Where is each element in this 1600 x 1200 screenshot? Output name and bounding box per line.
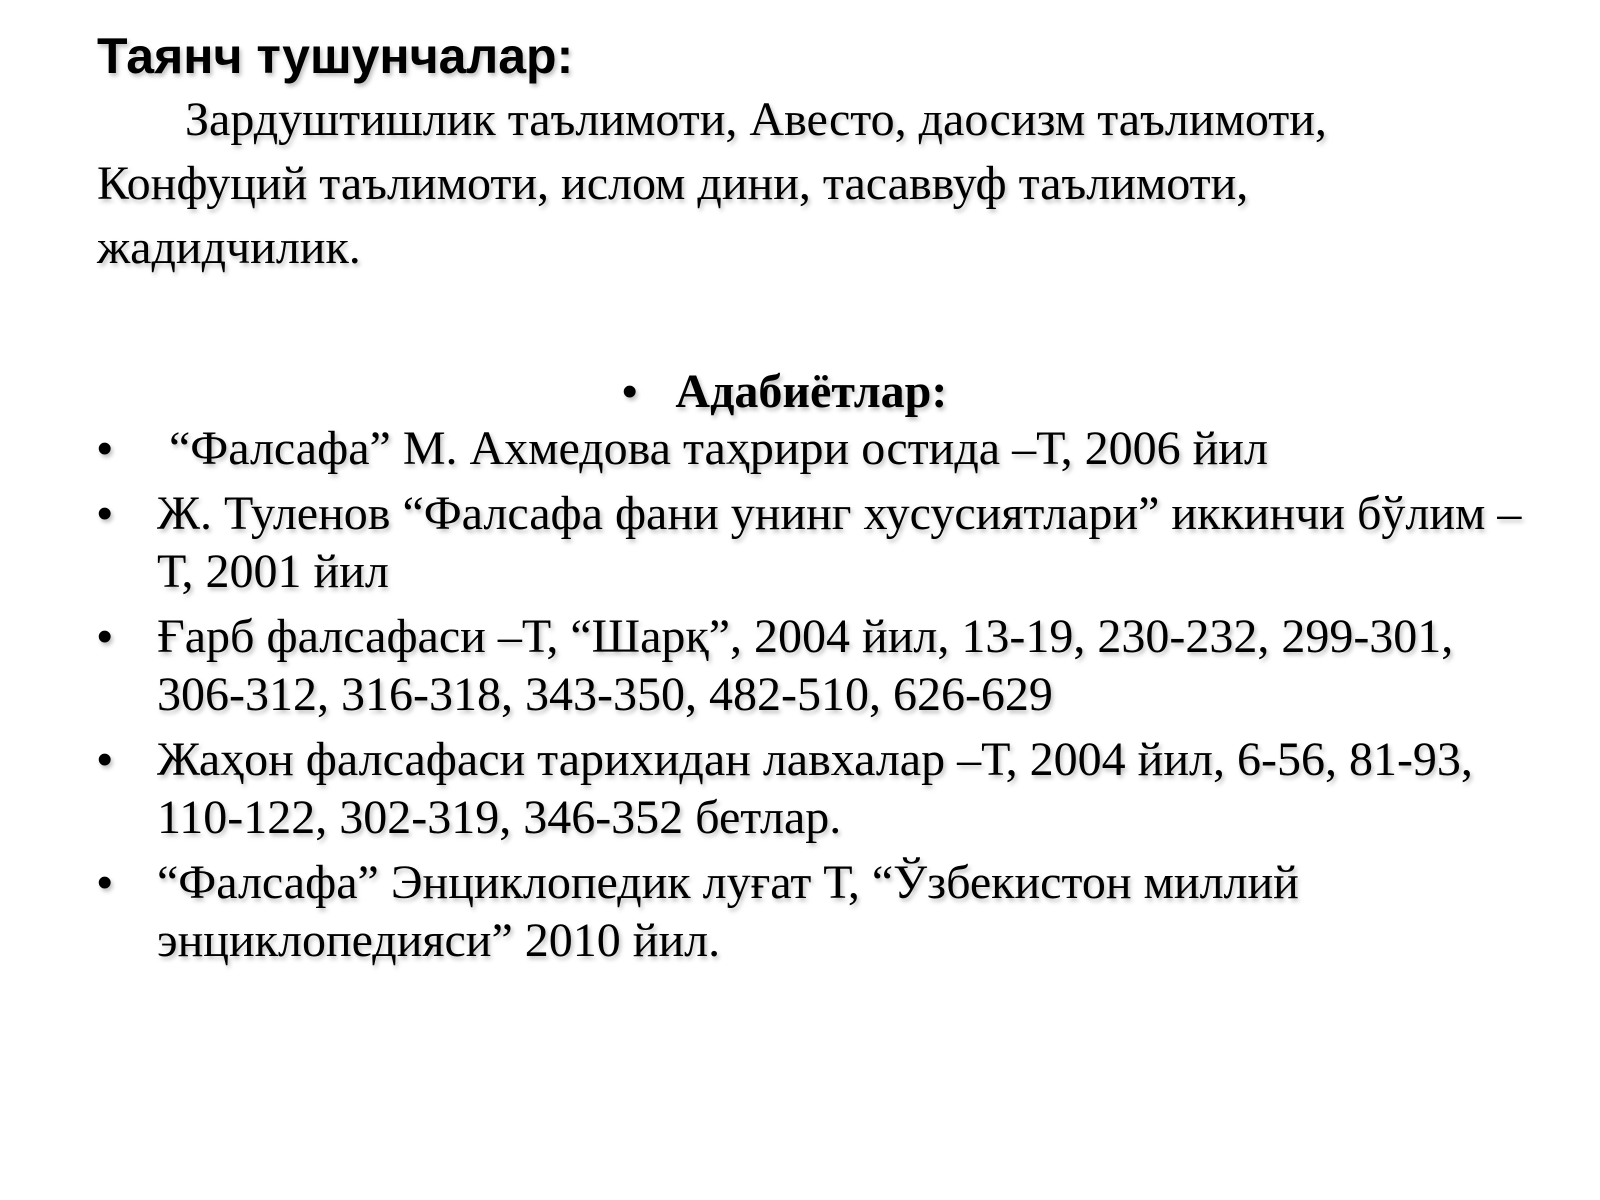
reference-text: “Фалсафа” Энциклопедик луғат Т, “Ўзбекистон миллий энциклопедияси” 2010 йил. [157,856,1299,967]
bullet-icon: • [97,489,113,538]
reference-item [97,485,1527,601]
reference-item [97,731,1527,847]
reference-text: “Фалсафа” М. Ахмедова таҳрири остида –Т, 2006 йил [157,422,1268,475]
references-heading [622,362,947,422]
key-concepts-heading: Таянч тушунчалар: [97,28,574,84]
reference-text: Жаҳон фалсафаси тарихидан лавхалар –Т, 2004 йил, 6-56, 81-93, 110-122, 302-319, 346-352 бетлар. [157,733,1473,844]
bullet-icon: • [97,612,113,661]
reference-text: Ж. Туленов “Фалсафа фани унинг хусусиятлари” иккинчи бўлим –Т, 2001 йил [157,487,1522,598]
reference-item [97,420,1527,478]
bullet-icon: • [97,858,113,907]
bullet-icon: • [97,735,113,784]
reference-text: Ғарб фалсафаси –Т, “Шарқ”, 2004 йил, 13-19, 230-232, 299-301, 306-312, 316-318, 343-350, 482-510, 626-629 [157,610,1454,721]
key-concepts-text: Зардуштишлик таълимоти, Авесто, даосизм таълимоти, Конфуций таълимоти, ислом дини, тасаввуф таълимоти, жадидчилик. [97,93,1327,274]
references-heading-label: Адабиётлар: [675,365,948,418]
reference-item [97,608,1527,724]
bullet-icon: • [97,424,113,473]
references-list [97,420,1527,977]
bullet-icon: • [622,367,638,416]
reference-item [97,854,1527,970]
